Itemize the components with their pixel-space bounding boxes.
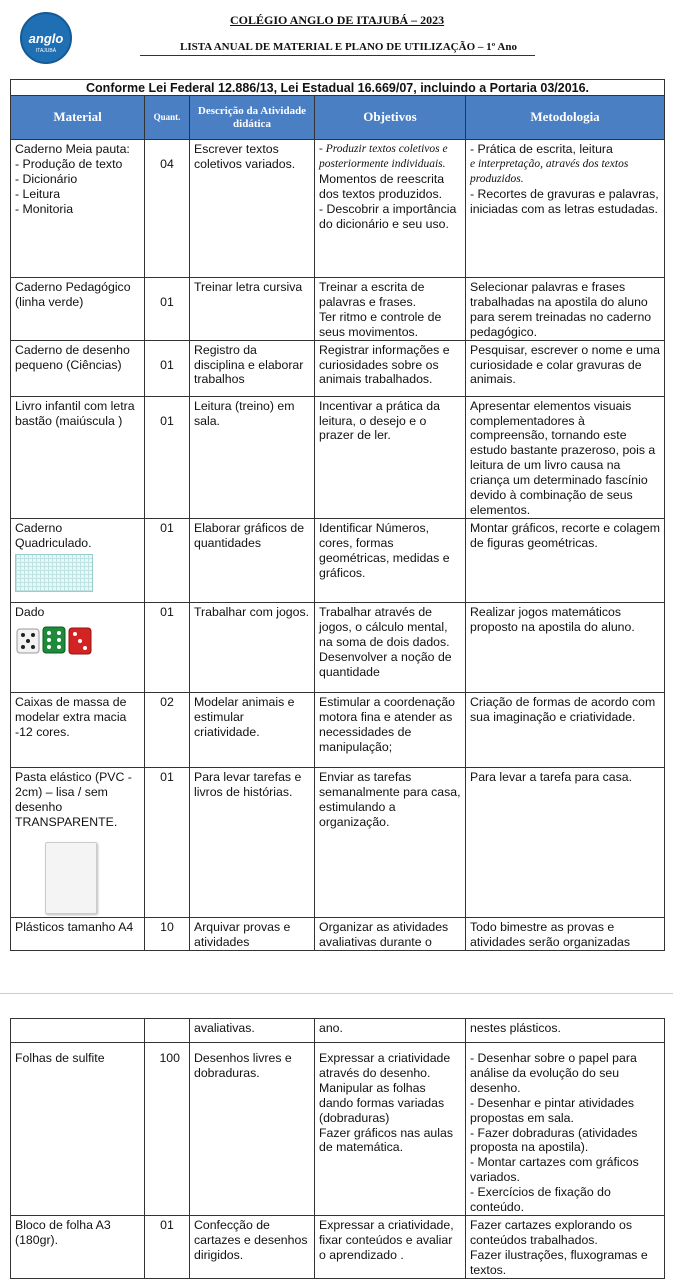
cell-metodologia: nestes plásticos. xyxy=(466,1019,665,1043)
cell-objetivos: Registrar informações e curiosidades sobre os animais trabalhados. xyxy=(315,340,466,396)
cell-material xyxy=(11,767,145,917)
cell-quant: 01 xyxy=(145,767,190,917)
cell-metodologia: Para levar a tarefa para casa. xyxy=(466,767,665,917)
metodologia-text-b: - Recortes de gravuras e palavras, iniciadas com as letras estudadas. xyxy=(470,186,659,216)
cell-descricao: Desenhos livres e dobraduras. xyxy=(190,1043,315,1216)
cell-quant: 100 xyxy=(145,1043,190,1216)
metodologia-italic: e interpretação, através dos textos produzidos. xyxy=(470,157,629,185)
cell-objetivos: Estimular a coordenação motora fina e atender as necessidades de manipulação; xyxy=(315,692,466,767)
cell-material: Caderno Pedagógico (linha verde) xyxy=(11,278,145,341)
cell-metodologia: Selecionar palavras e frases trabalhadas na apostila do aluno para serem treinadas no caderno pedagógico. xyxy=(466,278,665,341)
cell-descricao: Confecção de cartazes e desenhos dirigidos. xyxy=(190,1215,315,1278)
cell-objetivos: ano. xyxy=(315,1019,466,1043)
logo-text: anglo xyxy=(28,31,64,46)
cell-metodologia xyxy=(466,140,665,278)
cell-quant: 01 xyxy=(145,518,190,602)
cell-quant: 01 xyxy=(145,278,190,341)
cell-objetivos xyxy=(315,140,466,278)
cell-objetivos: Trabalhar através de jogos, o cálculo mental, na soma de dois dados. Desenvolver a noção de quantidade xyxy=(315,602,466,692)
cell-objetivos: Expressar a criatividade através do desenho. Manipular as folhas dando formas variadas (dobraduras) Fazer gráficos nas aulas de matemática. xyxy=(315,1043,466,1216)
cell-metodologia: Apresentar elementos visuais complementadores à compreensão, tornando este estudo bastante prazeroso, pois a leitura de um livro causa na criança um determinado fascínio devido à combinação de seus elementos. xyxy=(466,396,665,518)
page-break xyxy=(0,960,673,1012)
table-row xyxy=(11,767,665,917)
cell-material xyxy=(11,602,145,692)
school-logo xyxy=(20,12,72,64)
cell-objetivos: Identificar Números, cores, formas geométricas, medidas e gráficos. xyxy=(315,518,466,602)
material-text: Pasta elástico (PVC - 2cm) – lisa / sem desenho TRANSPARENTE. xyxy=(15,769,132,829)
objetivos-italic: - Produzir textos coletivos e posteriormente individuais. xyxy=(319,143,448,170)
cell-objetivos: Expressar a criatividade, fixar conteúdos e avaliar o aprendizado . xyxy=(315,1215,466,1278)
cell-metodologia: Fazer cartazes explorando os conteúdos trabalhados. Fazer ilustrações, fluxogramas e textos. xyxy=(466,1215,665,1278)
table-row xyxy=(11,518,665,602)
cell-metodologia: - Desenhar sobre o papel para análise da evolução do seu desenho. - Desenhar e pintar atividades propostas em sala. - Fazer dobraduras (atividades proposta na apostila). - Montar cartazes com gráficos variados. - Exercícios de fixação do conteúdo. xyxy=(466,1043,665,1216)
cell-material: Caderno de desenho pequeno (Ciências) xyxy=(11,340,145,396)
cell-material xyxy=(11,1019,145,1043)
table-row xyxy=(11,1019,665,1043)
col-header-descricao: Descrição da Atividade didática xyxy=(190,96,315,140)
cell-objetivos: Organizar as atividades avaliativas durante o xyxy=(315,917,466,950)
cell-quant: 01 xyxy=(145,340,190,396)
table-row xyxy=(11,1215,665,1278)
law-note: Conforme Lei Federal 12.886/13, Lei Estadual 16.669/07, incluindo a Portaria 03/2016. xyxy=(11,80,665,96)
dice-image xyxy=(15,624,95,658)
cell-quant: 01 xyxy=(145,1215,190,1278)
cell-metodologia: Pesquisar, escrever o nome e uma curiosidade e colar gravuras de animais. xyxy=(466,340,665,396)
cell-descricao: Trabalhar com jogos. xyxy=(190,602,315,692)
material-text: Caderno Quadriculado. xyxy=(15,520,92,550)
cell-metodologia: Criação de formas de acordo com sua imaginação e criatividade. xyxy=(466,692,665,767)
list-title: LISTA ANUAL DE MATERIAL E PLANO DE UTILIZAÇÃO – 1º Ano xyxy=(180,41,517,53)
table-row xyxy=(11,917,665,950)
col-header-metodologia: Metodologia xyxy=(466,96,665,140)
cell-objetivos: Incentivar a prática da leitura, o desejo e o prazer de ler. xyxy=(315,396,466,518)
cell-material: Bloco de folha A3 (180gr). xyxy=(11,1215,145,1278)
cell-metodologia: Montar gráficos, recorte e colagem de figuras geométricas. xyxy=(466,518,665,602)
table-row xyxy=(11,1043,665,1216)
table-row xyxy=(11,396,665,518)
col-header-quant: Quant. xyxy=(145,96,190,140)
cell-metodologia: Realizar jogos matemáticos proposto na apostila do aluno. xyxy=(466,602,665,692)
cell-material: Caixas de massa de modelar extra macia -12 cores. xyxy=(11,692,145,767)
table-row xyxy=(11,278,665,341)
cell-descricao: Treinar letra cursiva xyxy=(190,278,315,341)
grid-notebook-image xyxy=(15,554,93,592)
material-text: Dado xyxy=(15,604,45,619)
col-header-material: Material xyxy=(11,96,145,140)
table-row xyxy=(11,140,665,278)
cell-material: Livro infantil com letra bastão (maiúscula ) xyxy=(11,396,145,518)
document-header xyxy=(0,0,673,78)
cell-descricao: Leitura (treino) em sala. xyxy=(190,396,315,518)
cell-objetivos: Treinar a escrita de palavras e frases. Ter ritmo e controle de seus movimentos. xyxy=(315,278,466,341)
cell-quant xyxy=(145,1019,190,1043)
title-rule xyxy=(140,55,535,56)
table-row xyxy=(11,602,665,692)
cell-metodologia: Todo bimestre as provas e atividades serão organizadas xyxy=(466,917,665,950)
table-row xyxy=(11,692,665,767)
cell-material: Caderno Meia pauta: - Produção de texto - Dicionário - Leitura - Monitoria xyxy=(11,140,145,278)
cell-quant: 01 xyxy=(145,602,190,692)
cell-descricao: avaliativas. xyxy=(190,1019,315,1043)
cell-descricao: Escrever textos coletivos variados. xyxy=(190,140,315,278)
logo-subtext: ITAJUBÁ xyxy=(35,48,57,54)
cell-descricao: Para levar tarefas e livros de histórias. xyxy=(190,767,315,917)
cell-quant: 02 xyxy=(145,692,190,767)
page-break-line xyxy=(0,993,673,994)
cell-material xyxy=(11,518,145,602)
cell-material: Folhas de sulfite xyxy=(11,1043,145,1216)
material-table-continued xyxy=(10,1018,665,1279)
objetivos-text: Momentos de reescrita dos textos produzidos. - Descobrir a importância do dicionário e seu uso. xyxy=(319,171,457,231)
cell-descricao: Modelar animais e estimular criatividade. xyxy=(190,692,315,767)
material-table xyxy=(10,79,665,951)
school-name: COLÉGIO ANGLO DE ITAJUBÁ – 2023 xyxy=(230,13,445,27)
cell-descricao: Registro da disciplina e elaborar trabalhos xyxy=(190,340,315,396)
cell-material: Plásticos tamanho A4 xyxy=(11,917,145,950)
metodologia-text-a: - Prática de escrita, leitura xyxy=(470,142,613,156)
cell-quant: 10 xyxy=(145,917,190,950)
cell-descricao: Elaborar gráficos de quantidades xyxy=(190,518,315,602)
col-header-objetivos: Objetivos xyxy=(315,96,466,140)
cell-descricao: Arquivar provas e atividades xyxy=(190,917,315,950)
folder-image xyxy=(45,842,97,914)
table-row xyxy=(11,340,665,396)
cell-quant: 04 xyxy=(145,140,190,278)
cell-quant: 01 xyxy=(145,396,190,518)
cell-objetivos: Enviar as tarefas semanalmente para casa, estimulando a organização. xyxy=(315,767,466,917)
